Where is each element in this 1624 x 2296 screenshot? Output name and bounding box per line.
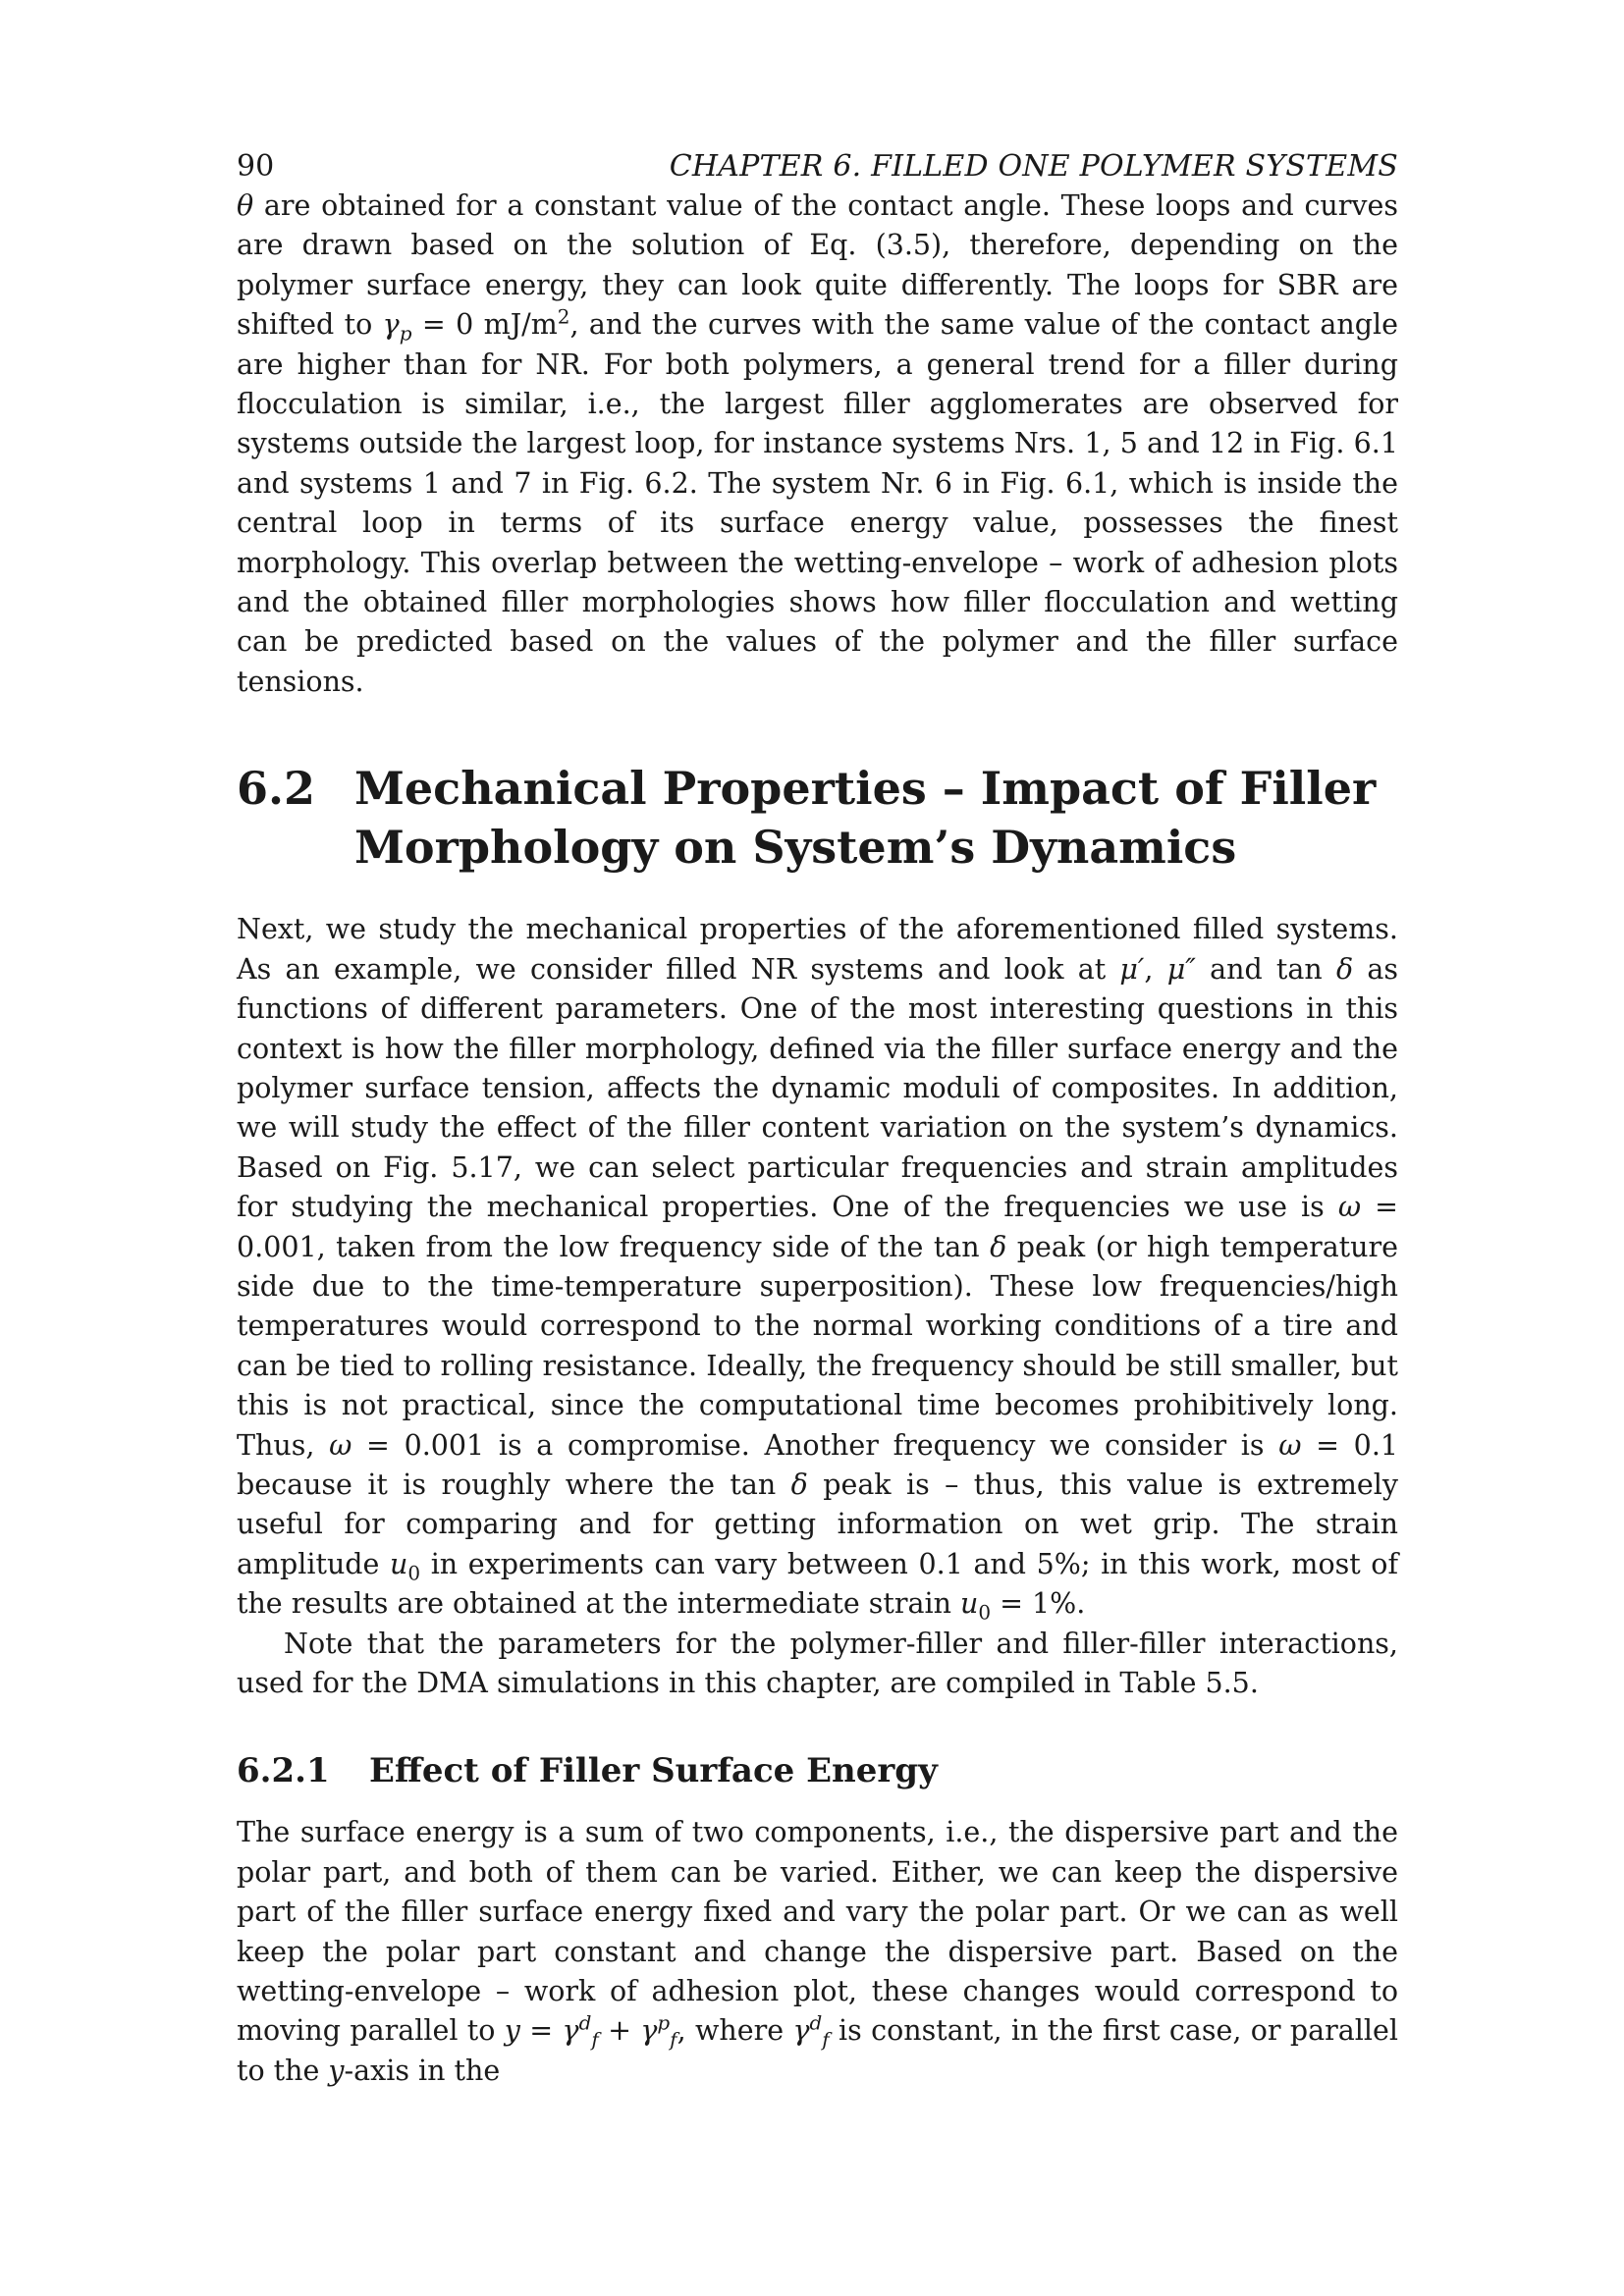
paragraph-2-text-d: as functions of different parameters. One of the most interesting questions in this context is how the filler morphology, defined via the filler surface energy and the polymer surface tension, affects the dynamic moduli of composites. In addition, we will study the effect of the filler content variation on the system’s dynamics. Based on Fig. 5.17, we can select particular frequencies and strain amplitudes for studying the mechanical properties. One of the frequencies we use is <box>237 952 1398 1224</box>
paragraph-2-text-g: = 0.001 is a compromise. Another frequency we consider is <box>352 1428 1279 1462</box>
subsection-title: Effect of Filler Surface Energy <box>369 1751 938 1791</box>
math-gamma-p-sup: p <box>657 2010 671 2035</box>
math-gamma-f-sub: f <box>822 2028 830 2053</box>
math-theta: θ <box>237 189 254 222</box>
unit-exponent: 2 <box>557 304 570 329</box>
math-gamma-d-sup: d <box>809 2010 823 2035</box>
math-omega: ω <box>1278 1428 1302 1462</box>
subsection-heading <box>237 1748 1398 1793</box>
paragraph-4-text-c: + <box>598 2014 641 2048</box>
math-y: y <box>504 2014 520 2048</box>
math-u0: u <box>959 1587 979 1621</box>
math-mu-double-prime: μ″ <box>1166 952 1196 986</box>
paragraph-2-text-f: peak (or high temperature side due to the time-temperature superposition). These low frequencies/high temperatures would correspond to the normal working conditions of a tire and can be tied to rolling resistance. Ideally, the frequency should be still smaller, but this is not practical, since the computational time becomes prohibitively long. Thus, <box>237 1230 1398 1462</box>
paragraph-4 <box>237 1813 1398 2091</box>
math-gamma-p: γ <box>382 308 400 342</box>
paragraph-2-text-e: = 0.001, taken from the low frequency side of the tan <box>237 1191 1398 1263</box>
math-gamma-p-f: γ <box>640 2014 658 2048</box>
section-number: 6.2 <box>237 762 316 816</box>
math-y: y <box>328 2054 345 2087</box>
math-gamma-d-f: γ <box>792 2014 810 2048</box>
section-heading <box>237 759 1398 877</box>
math-omega: ω <box>329 1428 352 1462</box>
paragraph-3: Note that the parameters for the polymer-filler and filler-filler interactions, used for the DMA simulations in this chapter, are compiled in Table 5.5. <box>237 1627 1398 1699</box>
paragraph-4-text-a: The surface energy is a sum of two components, i.e., the dispersive part and the polar part, and both of them can be varied. Either, we can keep the dispersive part of the filler surface energy fixed and vary the polar part. Or we can as well keep the polar part constant and change the dispersive part. Based on the wetting-envelope – work of adhesion plot, these changes would correspond to moving parallel to <box>237 1816 1398 2048</box>
math-u0-sub: 0 <box>407 1561 421 1585</box>
running-title: CHAPTER 6. FILLED ONE POLYMER SYSTEMS <box>669 149 1398 184</box>
math-gamma-d-sup: d <box>578 2010 592 2035</box>
paragraph-1-text-c: , and the curves with the same value of the contact angle are higher than for NR. For both polymers, a general trend for a filler during flocculation is similar, i.e., the largest filler agglomerates are observed for systems outside the largest loop, for instance systems Nrs. 1, 5 and 12 in Fig. 6.1 and systems 1 and 7 in Fig. 6.2. The system Nr. 6 in Fig. 6.1, which is inside the central loop in terms of its surface energy value, possesses the finest morphology. This overlap between the wetting-envelope – work of adhesion plots and the obtained filler morphologies shows how filler flocculation and wetting can be predicted based on the values of the polymer and the filler surface tensions. <box>237 308 1398 698</box>
math-u0-sub: 0 <box>978 1600 992 1625</box>
paragraph-1-text-a: are obtained for a constant value of the contact angle. These loops and curves are drawn based on the solution of Eq. (3.5), therefore, depending on the polymer surface energy, they can look quite differently. The loops for SBR are shifted to <box>237 189 1398 342</box>
math-gamma-d-f: γ <box>562 2014 579 2048</box>
math-gamma-f-sub: f <box>670 2028 677 2053</box>
paragraph-4-text-b: = <box>519 2014 563 2048</box>
subsection-number: 6.2.1 <box>237 1751 330 1791</box>
math-delta: δ <box>790 1468 808 1501</box>
paragraph-2-text-h: = 0.1 because it is roughly where the tan <box>237 1428 1399 1501</box>
paragraph-2-text-a: Next, we study the mechanical properties of the aforementioned filled systems. As an example, we consider filled NR systems and look at <box>237 913 1398 986</box>
math-omega: ω <box>1337 1191 1362 1224</box>
paragraph-4-text-f: -axis in the <box>344 2054 501 2087</box>
paragraph-2 <box>237 910 1398 1624</box>
paragraph-4-text-e: is constant, in the first case, or parallel to the <box>237 2014 1398 2087</box>
math-gamma-p-sub: p <box>399 321 412 346</box>
running-header <box>237 147 1398 187</box>
paragraph-2-text-c: and tan <box>1195 952 1336 986</box>
paragraph-4-text-d: , where <box>677 2014 793 2048</box>
math-u0: u <box>390 1547 408 1580</box>
paragraph-2-text-i: peak is – thus, this value is extremely useful for comparing and for getting information on wet grip. The strain amplitude <box>237 1468 1398 1580</box>
section-title: Mechanical Properties – Impact of Filler Morphology on System’s Dynamics <box>354 762 1377 875</box>
paragraph-2-text-b: , <box>1144 952 1167 986</box>
math-gamma-f-sub: f <box>591 2028 599 2053</box>
math-delta: δ <box>990 1230 1007 1263</box>
paragraph-1 <box>237 187 1398 702</box>
math-delta: δ <box>1335 952 1354 986</box>
math-mu-prime: μ′ <box>1119 952 1145 986</box>
paragraph-1-text-b: = 0 mJ/m <box>411 308 558 342</box>
paragraph-2-text-k: = 1%. <box>991 1587 1086 1621</box>
paragraph-2-text-j: in experiments can vary between 0.1 and 5%; in this work, most of the results are obtained at the intermediate strain <box>237 1547 1399 1621</box>
page-content <box>237 147 1398 2091</box>
page-number: 90 <box>237 149 275 184</box>
